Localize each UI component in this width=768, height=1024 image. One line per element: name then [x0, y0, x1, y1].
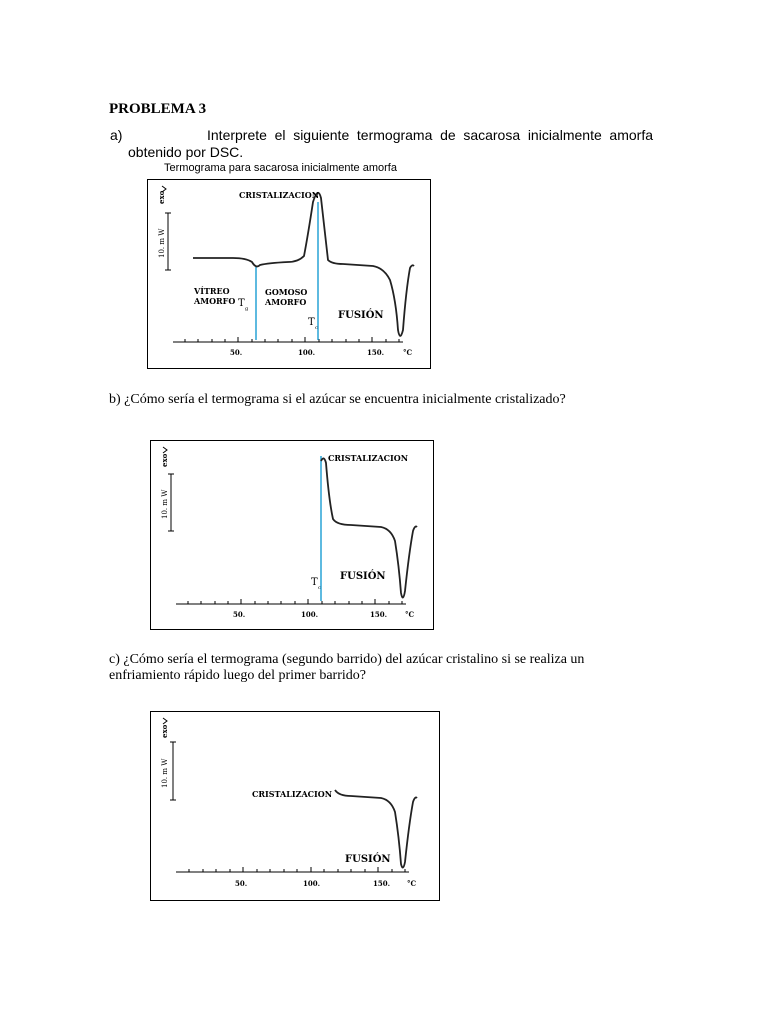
chart1-svg	[148, 180, 430, 368]
chart1-title: Termograma para sacarosa inicialmente amorfa	[164, 162, 397, 174]
chart1-label-tc: T	[308, 317, 315, 328]
problem-title: PROBLEMA 3	[109, 101, 207, 117]
question-a-text-line1: Interprete el siguiente termograma de sacarosa inicialmente amorfa	[207, 127, 653, 143]
chart3-tick-label-150: 150.	[373, 879, 391, 888]
chart3-xlabel: °C	[407, 879, 417, 888]
chart1-label-tg: T	[238, 298, 245, 309]
chart3-ylabel: 10. m W	[161, 758, 169, 788]
chart3-label-fusion: FUSIÓN	[345, 854, 391, 865]
chart1-tick-label-150: 150.	[367, 348, 385, 357]
chart2-svg	[151, 441, 433, 629]
chart2-exo-arrow-icon	[163, 447, 167, 453]
chart1-tick-label-50: 50.	[230, 348, 243, 357]
chart1-exo-label: exo	[157, 190, 166, 204]
chart2-xlabel: °C	[405, 610, 415, 619]
chart1-label-vitreo: VÍTREO	[194, 286, 230, 296]
chart3-x-ticks	[189, 867, 405, 872]
question-a-text-line2: obtenido por DSC.	[128, 144, 244, 160]
chart2-frame	[150, 440, 434, 630]
chart1-label-tc-sub: c	[315, 325, 318, 331]
chart2-tick-label-150: 150.	[370, 610, 388, 619]
chart2-label-cristalizacion: CRISTALIZACION	[328, 453, 409, 463]
chart2-label-fusion: FUSIÓN	[340, 571, 386, 582]
chart2-tick-label-100: 100.	[301, 610, 319, 619]
chart1-label-gomoso: GOMOSO	[265, 287, 308, 297]
chart2-x-ticks	[188, 599, 402, 604]
chart2-ylabel: 10. m W	[161, 489, 169, 519]
question-c-text-line2: enfriamiento rápido luego del primer barrido?	[109, 668, 366, 683]
chart1-xlabel: °C	[403, 348, 413, 357]
chart1-label-tg-sub: g	[245, 306, 249, 312]
chart3-tick-label-50: 50.	[235, 879, 248, 888]
chart1-tick-label-100: 100.	[298, 348, 316, 357]
chart2-label-tc: T	[311, 577, 318, 588]
chart3-exo-arrow-icon	[163, 718, 167, 724]
question-c-text-line1: c) ¿Cómo sería el termograma (segundo barrido) del azúcar cristalino si se realiza un	[109, 652, 585, 667]
chart1-label-vitreo-amorfo: AMORFO	[194, 296, 236, 306]
chart1-frame	[147, 179, 431, 369]
chart1-x-ticks	[185, 337, 399, 342]
question-a-label: a)	[110, 127, 123, 143]
chart3-tick-label-100: 100.	[303, 879, 321, 888]
chart2-tick-label-50: 50.	[233, 610, 246, 619]
chart3-exo-label: exo	[160, 724, 169, 738]
chart3-label-cristalizacion: CRISTALIZACION	[252, 789, 333, 799]
chart2-label-tc-sub: c	[318, 585, 321, 591]
chart1-label-gomoso-amorfo: AMORFO	[265, 297, 307, 307]
chart1-label-fusion: FUSIÓN	[338, 310, 384, 321]
chart3-frame	[150, 711, 440, 901]
question-b-text: b) ¿Cómo sería el termograma si el azúcar se encuentra inicialmente cristalizado?	[109, 392, 566, 407]
chart1-ylabel: 10. m W	[158, 228, 166, 258]
chart3-svg	[151, 712, 439, 900]
chart1-label-cristalizacion: CRISTALIZACION	[239, 190, 320, 200]
chart2-exo-label: exo	[160, 453, 169, 467]
